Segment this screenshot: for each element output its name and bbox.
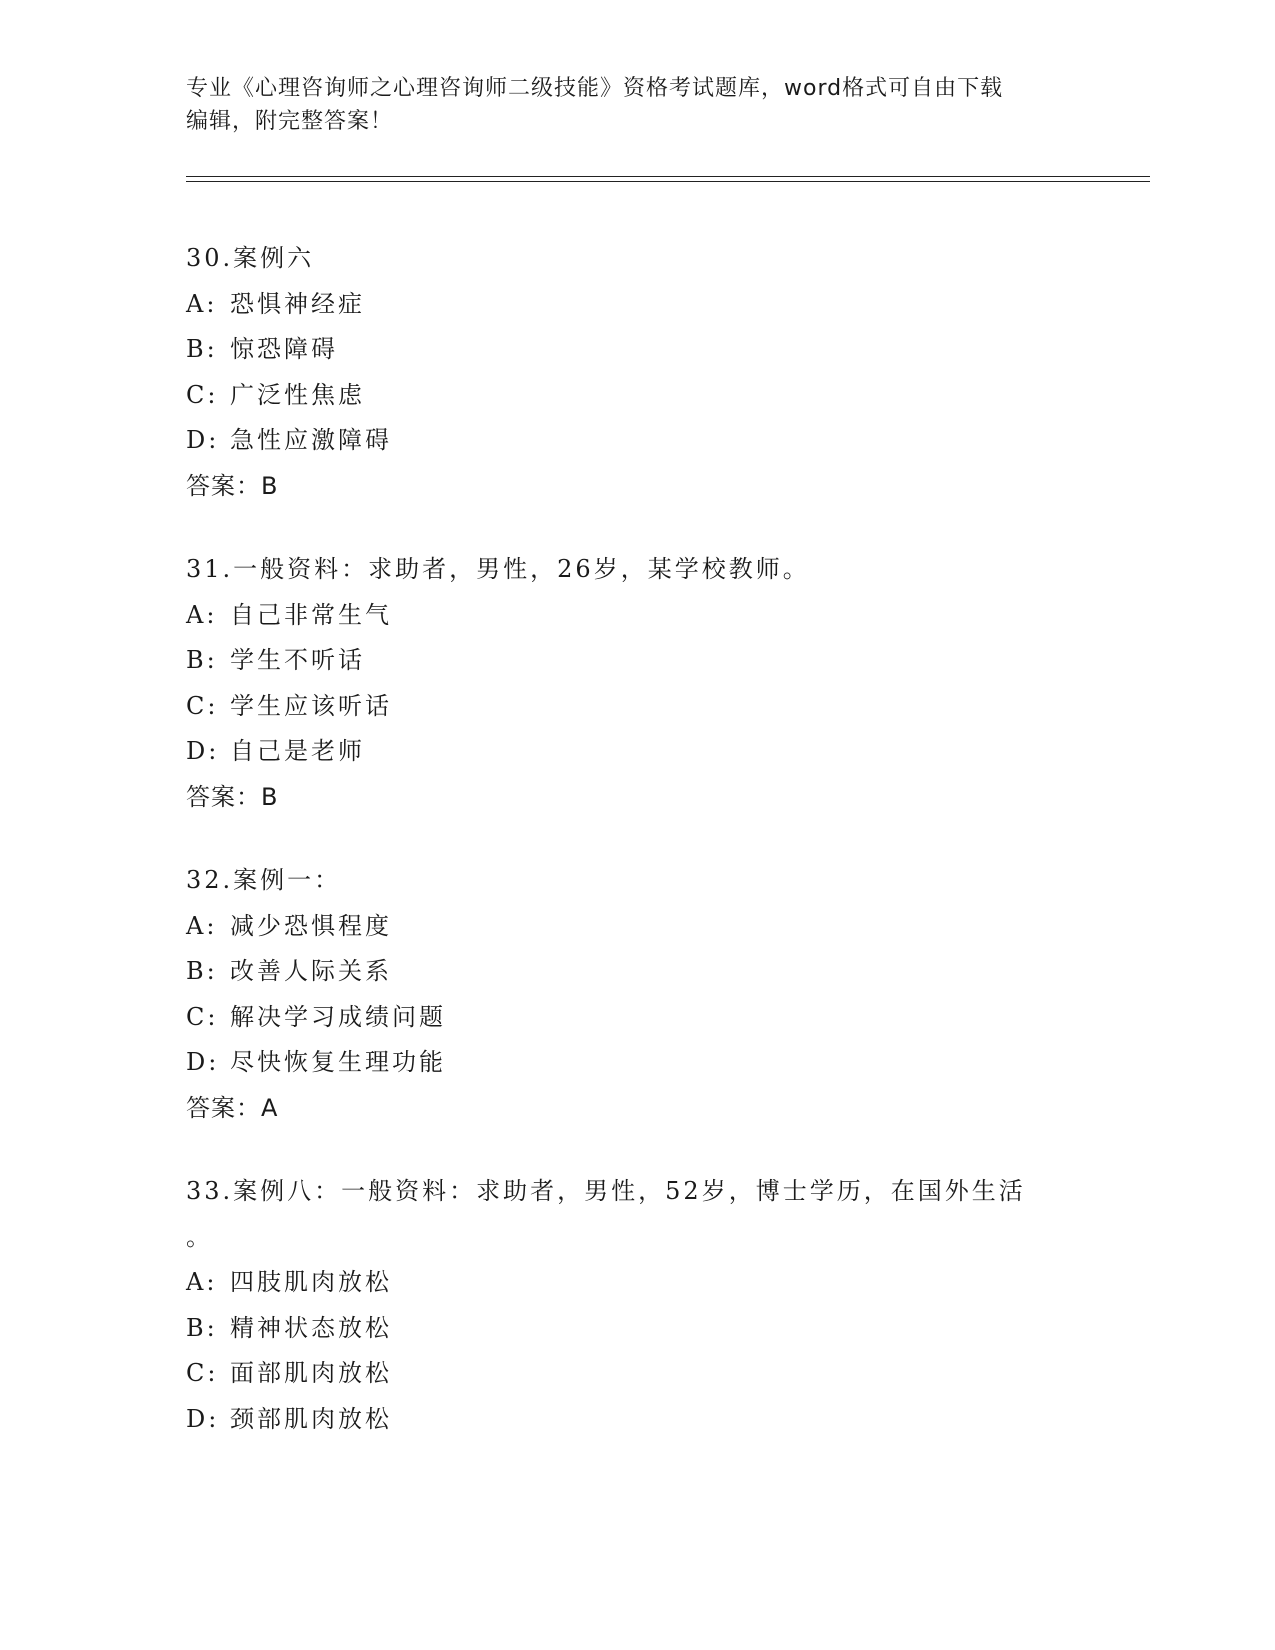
option-letter: C: bbox=[186, 1359, 219, 1387]
option-a bbox=[186, 1260, 1136, 1306]
document-header bbox=[186, 72, 1086, 138]
option-text: 自己非常生气 bbox=[230, 600, 392, 629]
option-b bbox=[186, 1306, 1136, 1352]
option-b bbox=[186, 327, 1136, 373]
question-32 bbox=[186, 858, 1136, 1131]
option-d bbox=[186, 1397, 1136, 1443]
question-33 bbox=[186, 1169, 1136, 1442]
question-stem: 33.案例八：一般资料：求助者，男性，52岁，博士学历，在国外生活 bbox=[186, 1177, 1026, 1205]
option-c bbox=[186, 373, 1136, 419]
option-letter: B: bbox=[186, 1313, 218, 1342]
option-text: 尽快恢复生理功能 bbox=[230, 1048, 446, 1076]
option-c bbox=[186, 1351, 1136, 1397]
question-31 bbox=[186, 547, 1136, 820]
answer-line: 答案：A bbox=[186, 1093, 279, 1122]
header-divider-top bbox=[186, 176, 1150, 177]
option-d bbox=[186, 418, 1136, 464]
option-letter: D: bbox=[186, 426, 220, 454]
option-text: 面部肌肉放松 bbox=[230, 1359, 392, 1387]
option-d bbox=[186, 729, 1136, 775]
option-letter: C: bbox=[186, 691, 219, 720]
option-text: 广泛性焦虑 bbox=[230, 380, 365, 409]
option-letter: B: bbox=[186, 646, 218, 674]
option-text: 精神状态放松 bbox=[230, 1313, 392, 1342]
option-text: 解决学习成绩问题 bbox=[230, 1002, 446, 1031]
option-b bbox=[186, 638, 1136, 684]
option-b bbox=[186, 949, 1136, 995]
question-list bbox=[186, 236, 1136, 1480]
question-stem: 32.案例一： bbox=[186, 866, 342, 894]
header-line-2: 编辑，附完整答案！ bbox=[186, 109, 394, 134]
option-c bbox=[186, 684, 1136, 730]
option-text: 恐惧神经症 bbox=[230, 289, 365, 318]
option-letter: C: bbox=[186, 380, 219, 409]
option-text: 学生不听话 bbox=[230, 646, 365, 674]
option-letter: C: bbox=[186, 1002, 219, 1031]
option-letter: D: bbox=[186, 737, 220, 765]
option-text: 学生应该听话 bbox=[230, 691, 392, 720]
option-letter: B: bbox=[186, 957, 218, 985]
answer-line: 答案：B bbox=[186, 471, 279, 500]
option-c bbox=[186, 995, 1136, 1041]
option-a bbox=[186, 282, 1136, 328]
question-30 bbox=[186, 236, 1136, 509]
option-letter: A: bbox=[186, 600, 218, 629]
option-letter: D: bbox=[186, 1404, 220, 1433]
question-stem: 31.一般资料：求助者，男性，26岁，某学校教师。 bbox=[186, 555, 810, 583]
question-stem-continuation: 。 bbox=[186, 1222, 213, 1251]
option-text: 减少恐惧程度 bbox=[230, 911, 392, 940]
option-text: 急性应激障碍 bbox=[230, 426, 392, 454]
header-line-1: 专业《心理咨询师之心理咨询师二级技能》资格考试题库，word格式可自由下载 bbox=[186, 76, 1004, 101]
option-letter: A: bbox=[186, 911, 218, 940]
answer-line: 答案：B bbox=[186, 782, 279, 811]
option-a bbox=[186, 904, 1136, 950]
option-text: 四肢肌肉放松 bbox=[230, 1268, 392, 1296]
option-text: 惊恐障碍 bbox=[230, 335, 338, 363]
option-text: 颈部肌肉放松 bbox=[230, 1404, 392, 1433]
option-text: 自己是老师 bbox=[230, 737, 365, 765]
option-d bbox=[186, 1040, 1136, 1086]
option-text: 改善人际关系 bbox=[230, 957, 392, 985]
option-letter: A: bbox=[186, 1268, 218, 1296]
header-divider-bottom bbox=[186, 181, 1150, 182]
option-letter: B: bbox=[186, 335, 218, 363]
question-stem: 30.案例六 bbox=[186, 244, 315, 272]
option-a bbox=[186, 593, 1136, 639]
option-letter: D: bbox=[186, 1048, 220, 1076]
option-letter: A: bbox=[186, 289, 218, 318]
